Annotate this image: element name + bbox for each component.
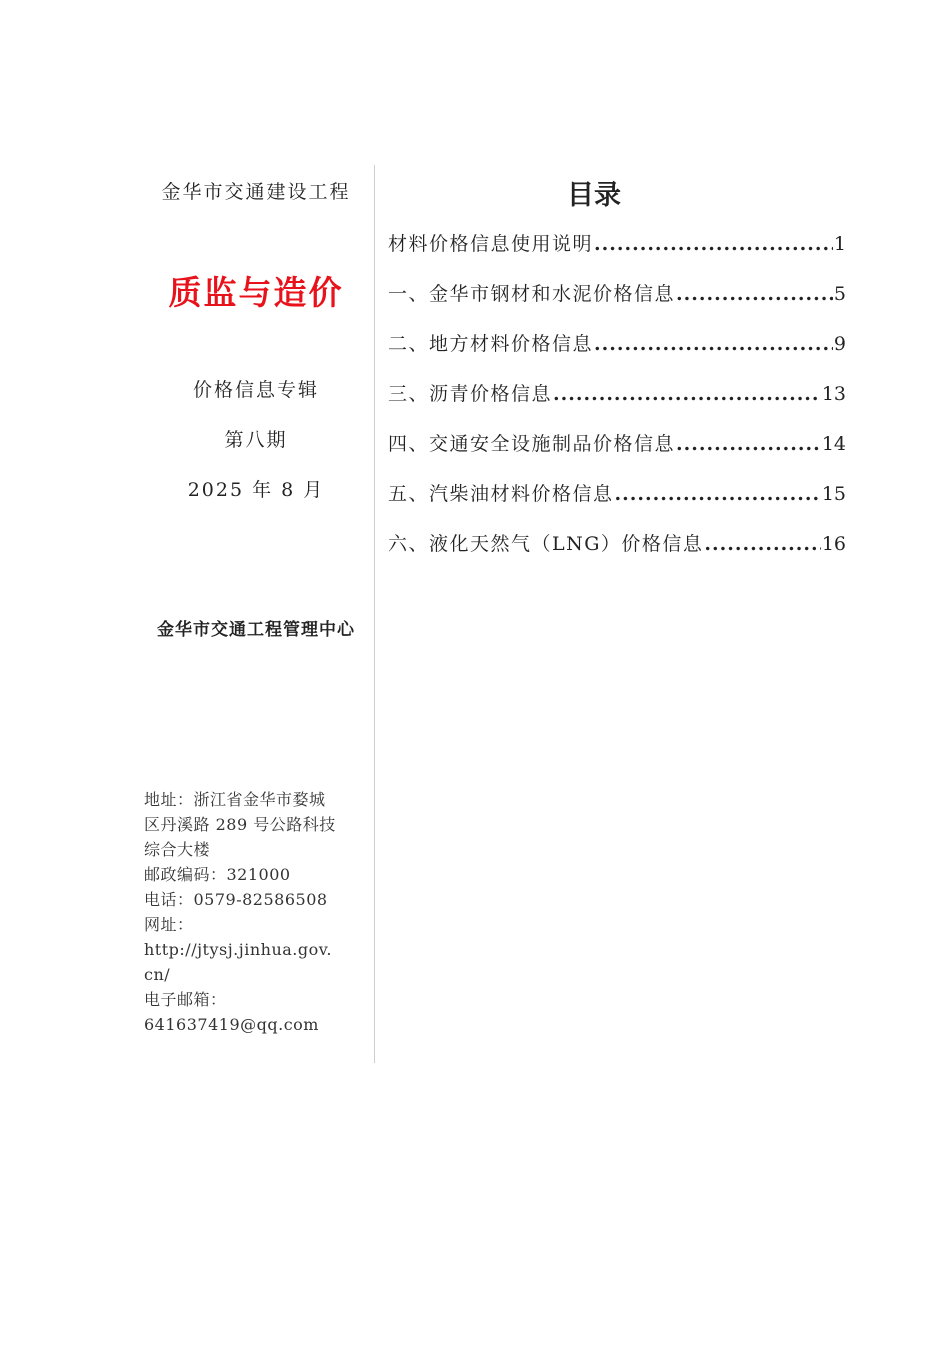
toc-item-label: 三、沥青价格信息 xyxy=(388,383,553,405)
toc-item-page: 14 xyxy=(821,433,846,455)
cover-issue: 第八期 xyxy=(224,429,288,451)
toc-item-page: 5 xyxy=(833,283,846,305)
toc-item-label: 材料价格信息使用说明 xyxy=(388,233,594,255)
toc-item[interactable] xyxy=(388,479,846,506)
cover-title: 质监与造价 xyxy=(168,273,344,312)
toc-item-label: 五、汽柴油材料价格信息 xyxy=(388,483,614,505)
cover-date: 2025 年 8 月 xyxy=(187,479,325,501)
phone: 电话：0579-82586508 xyxy=(144,890,328,909)
website-line-2[interactable]: cn/ xyxy=(144,965,171,984)
toc-item-page: 13 xyxy=(821,383,846,405)
toc-item[interactable] xyxy=(388,229,846,256)
toc-leader-dots xyxy=(594,233,833,255)
toc-title: 目录 xyxy=(567,180,621,211)
toc-leader-dots xyxy=(553,383,821,405)
toc-item-label: 一、金华市钢材和水泥价格信息 xyxy=(388,283,676,305)
postcode: 邮政编码：321000 xyxy=(144,865,291,884)
cover-header: 金华市交通建设工程 xyxy=(161,181,351,203)
toc-leader-dots xyxy=(594,333,833,355)
website-label: 网址： xyxy=(144,915,194,934)
contact-info xyxy=(144,787,372,1037)
toc-item-label: 六、液化天然气（LNG）价格信息 xyxy=(388,533,704,555)
email[interactable]: 641637419@qq.com xyxy=(144,1015,319,1034)
toc-item-page: 15 xyxy=(821,483,846,505)
toc-item-label: 四、交通安全设施制品价格信息 xyxy=(388,433,676,455)
column-divider xyxy=(374,165,375,1063)
toc-item[interactable] xyxy=(388,279,846,306)
toc-item-page: 16 xyxy=(821,533,846,555)
address-line-2: 区丹溪路 289 号公路科技 xyxy=(144,815,336,834)
toc-item[interactable] xyxy=(388,429,846,456)
email-label: 电子邮箱： xyxy=(144,990,227,1009)
toc-leader-dots xyxy=(615,483,821,505)
organization-name: 金华市交通工程管理中心 xyxy=(157,620,355,640)
toc-item-label: 二、地方材料价格信息 xyxy=(388,333,594,355)
toc-item-page: 1 xyxy=(833,233,846,255)
website-line-1[interactable]: http://jtysj.jinhua.gov. xyxy=(144,940,332,959)
address-line-3: 综合大楼 xyxy=(144,840,211,859)
toc-item[interactable] xyxy=(388,329,846,356)
toc-leader-dots xyxy=(676,433,821,455)
toc-item-page: 9 xyxy=(833,333,846,355)
toc-item[interactable] xyxy=(388,529,846,556)
toc-leader-dots xyxy=(676,283,833,305)
toc-leader-dots xyxy=(704,533,820,555)
toc-item[interactable] xyxy=(388,379,846,406)
cover-subtitle: 价格信息专辑 xyxy=(192,379,319,401)
address-line-1: 地址：浙江省金华市婺城 xyxy=(144,790,326,809)
